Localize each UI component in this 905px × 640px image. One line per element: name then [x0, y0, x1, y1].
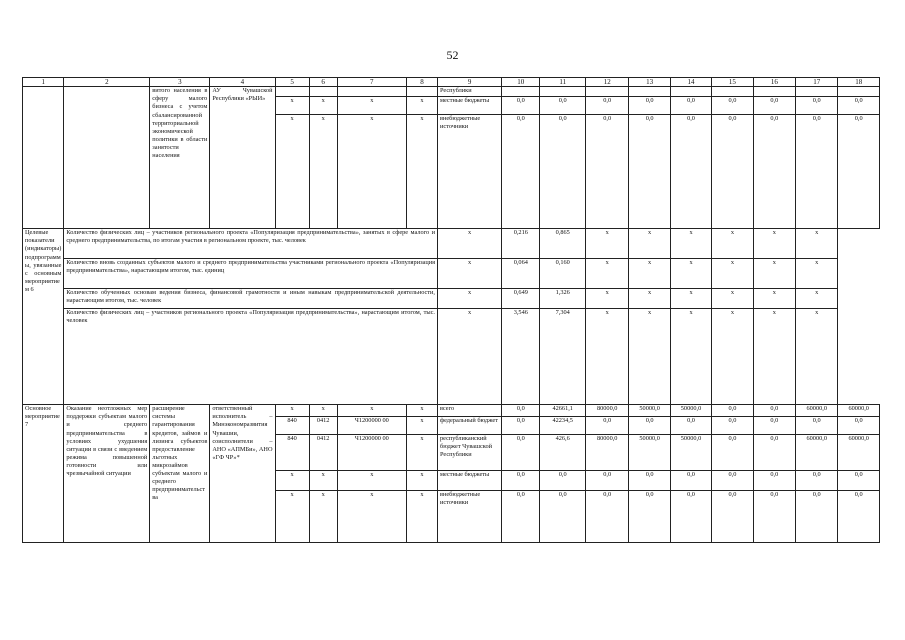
target-value: 0,160	[540, 259, 586, 289]
funding-value: 0,0	[712, 435, 753, 471]
budget-code: х	[406, 491, 437, 543]
target-value: х	[753, 259, 795, 289]
funding-source: внебюджетные источники	[438, 491, 502, 543]
cell-code: х	[309, 115, 337, 229]
column-number: 10	[502, 78, 540, 87]
funding-value: 0,0	[670, 471, 711, 491]
funding-value: 426,6	[540, 435, 586, 471]
target-indicator-text: Количество физических лиц – участников регионального проекта «Популяризация предпринимательства», занятых в сфере малого и среднего предпринимательства, по итогам участия в региональном проекте, тыс. человек	[64, 229, 438, 259]
cell-value: 0,0	[629, 97, 670, 115]
budget-code: х	[337, 471, 406, 491]
funding-value: 0,0	[753, 417, 795, 435]
funding-value: 60000,0	[838, 435, 880, 471]
funding-value: 0,0	[629, 471, 670, 491]
cell-value: 0,0	[753, 115, 795, 229]
cell-value: 0,0	[712, 97, 753, 115]
cell-value: 0,0	[585, 97, 628, 115]
cell-value: 0,0	[502, 97, 540, 115]
funding-value: 0,0	[540, 471, 586, 491]
cell-value: 0,0	[670, 115, 711, 229]
budget-code: х	[406, 405, 437, 417]
target-value: х	[796, 289, 838, 309]
cell-value: 0,0	[585, 115, 628, 229]
budget-code: х	[406, 435, 437, 471]
funding-value: 0,0	[753, 491, 795, 543]
table-row	[23, 309, 880, 405]
cell-value: 0,0	[753, 97, 795, 115]
cell-code: х	[337, 115, 406, 229]
funding-value: 0,0	[502, 405, 540, 417]
target-value: х	[753, 229, 795, 259]
funding-source: федеральный бюджет	[438, 417, 502, 435]
main-activity-result: расширение системы гарантирования кредитов, займов и лизинга субъектов предоставление льготных микрозаймов субъектам малого и среднего предпринимательства	[150, 405, 210, 543]
column-number: 12	[585, 78, 628, 87]
funding-value: 60000,0	[796, 435, 838, 471]
target-value: х	[585, 289, 628, 309]
target-value: х	[438, 309, 502, 405]
funding-value: 60000,0	[796, 405, 838, 417]
funding-source: внебюджетные источники	[438, 115, 502, 229]
funding-value: 80000,0	[585, 405, 628, 417]
cell-value: 0,0	[540, 115, 586, 229]
funding-value: 80000,0	[585, 435, 628, 471]
budget-code: 840	[275, 435, 309, 471]
cell-value: 0,0	[712, 115, 753, 229]
cell-code: х	[406, 115, 437, 229]
funding-value: 0,0	[670, 417, 711, 435]
responsible-executor: АУ Чувашской Республики «РЫИ»	[210, 87, 275, 229]
page-number: 52	[446, 48, 459, 62]
targets-label: Целевые показатели (индикаторы) подпрограммы, увязанные с основным мероприятием 6	[23, 229, 64, 405]
target-value: х	[438, 289, 502, 309]
target-value: х	[670, 289, 711, 309]
funding-value: 0,0	[502, 435, 540, 471]
funding-value: 0,0	[502, 491, 540, 543]
target-indicator-text: Количество физических лиц – участников регионального проекта «Популяризация предпринимательства», нарастающим итогом, тыс. человек	[64, 309, 438, 405]
funding-value: 60000,0	[838, 405, 880, 417]
target-value: х	[712, 259, 753, 289]
target-value: х	[438, 229, 502, 259]
table-row	[23, 289, 880, 309]
budget-code: х	[309, 471, 337, 491]
funding-value: 0,0	[796, 491, 838, 543]
target-indicator-text: Количество обученных основам ведения бизнеса, финансовой грамотности и иным навыкам предпринимательской деятельности, нарастающим итогом, тыс. человек	[64, 289, 438, 309]
budget-code: Ч1200000 00	[337, 417, 406, 435]
column-number: 6	[309, 78, 337, 87]
target-value: х	[585, 309, 628, 405]
funding-value: 50000,0	[629, 405, 670, 417]
budget-code: 840	[275, 417, 309, 435]
table-row	[23, 229, 880, 259]
target-value: х	[629, 309, 670, 405]
cell-value: 0,0	[502, 115, 540, 229]
cell-value: 0,0	[796, 115, 838, 229]
budget-code: х	[275, 471, 309, 491]
target-value: х	[585, 229, 628, 259]
funding-value: 0,0	[585, 491, 628, 543]
budget-code: Ч1200000 00	[337, 435, 406, 471]
column-number: 9	[438, 78, 502, 87]
funding-value: 0,0	[712, 491, 753, 543]
target-value: х	[712, 289, 753, 309]
cell-code: х	[406, 97, 437, 115]
main-activity-label: Основное мероприятие 7	[23, 405, 64, 543]
funding-value: 42234,5	[540, 417, 586, 435]
target-value: 1,326	[540, 289, 586, 309]
column-number: 3	[150, 78, 210, 87]
target-value: 7,304	[540, 309, 586, 405]
funding-value: 0,0	[753, 471, 795, 491]
funding-value: 0,0	[502, 471, 540, 491]
main-activity-description: Оказание неотложных мер поддержки субъектам малого и среднего предпринимательства в условиях ухудшения ситуации в связи с введением режима повышенной готовности или чрезвычайной ситуации	[64, 405, 150, 543]
target-value: 0,216	[502, 229, 540, 259]
budget-code: х	[275, 491, 309, 543]
target-value: х	[670, 259, 711, 289]
funding-value: 42661,1	[540, 405, 586, 417]
target-value: х	[796, 309, 838, 405]
target-value: х	[629, 289, 670, 309]
target-value: 0,649	[502, 289, 540, 309]
funding-value: 0,0	[540, 491, 586, 543]
cell-value: 0,0	[629, 115, 670, 229]
column-number: 16	[753, 78, 795, 87]
budget-code: х	[406, 471, 437, 491]
funding-source: Республики	[438, 87, 502, 97]
funding-source: всего	[438, 405, 502, 417]
target-value: х	[796, 229, 838, 259]
column-number: 5	[275, 78, 309, 87]
funding-value: 0,0	[712, 417, 753, 435]
funding-value: 0,0	[753, 435, 795, 471]
budget-code: х	[337, 405, 406, 417]
target-value: х	[796, 259, 838, 289]
column-number: 7	[337, 78, 406, 87]
cell-empty	[64, 87, 150, 229]
target-value: х	[629, 229, 670, 259]
target-value: х	[629, 259, 670, 289]
cell-value: 0,0	[838, 97, 880, 115]
funding-source: местные бюджеты	[438, 97, 502, 115]
funding-value: 50000,0	[670, 405, 711, 417]
main-activity-executor: ответственный исполнитель – Минэкономразвития Чувашии, соисполнители – АНО «АПМБи», АНО «ГФ ЧР»*	[210, 405, 275, 543]
column-number: 15	[712, 78, 753, 87]
target-value: х	[670, 309, 711, 405]
funding-value: 0,0	[712, 471, 753, 491]
column-number: 11	[540, 78, 586, 87]
target-value: х	[438, 259, 502, 289]
funding-value: 0,0	[629, 491, 670, 543]
column-number-row	[23, 78, 880, 87]
target-value: х	[753, 289, 795, 309]
cell-value: 0,0	[838, 115, 880, 229]
funding-value: 0,0	[796, 417, 838, 435]
target-value: 0,865	[540, 229, 586, 259]
cell-code: х	[275, 115, 309, 229]
cell-code: х	[309, 97, 337, 115]
budget-code: 0412	[309, 417, 337, 435]
column-number: 1	[23, 78, 64, 87]
funding-value: 0,0	[796, 471, 838, 491]
cell-code: х	[337, 97, 406, 115]
budget-code: х	[406, 417, 437, 435]
budget-code: х	[275, 405, 309, 417]
funding-value: 50000,0	[670, 435, 711, 471]
funding-value: 0,0	[838, 491, 880, 543]
funding-value: 50000,0	[629, 435, 670, 471]
table-row	[23, 405, 880, 417]
column-number: 13	[629, 78, 670, 87]
cell-value: 0,0	[670, 97, 711, 115]
column-number: 17	[796, 78, 838, 87]
funding-value: 0,0	[629, 417, 670, 435]
cell-value: 0,0	[796, 97, 838, 115]
funding-value: 0,0	[838, 417, 880, 435]
column-number: 2	[64, 78, 150, 87]
target-value: х	[712, 229, 753, 259]
cell-code: х	[275, 97, 309, 115]
target-value: х	[670, 229, 711, 259]
column-number: 14	[670, 78, 711, 87]
column-number: 8	[406, 78, 437, 87]
target-value: х	[712, 309, 753, 405]
funding-value: 0,0	[670, 491, 711, 543]
target-value: х	[585, 259, 628, 289]
funding-value: 0,0	[585, 417, 628, 435]
target-value: х	[753, 309, 795, 405]
budget-table	[22, 77, 880, 543]
result-description: витого населения в сферу малого бизнеса с учетом сбалансированной территориальной экономической политики в области занятости населения	[150, 87, 210, 229]
funding-value: 0,0	[502, 417, 540, 435]
column-number: 4	[210, 78, 275, 87]
target-indicator-text: Количество вновь созданных субъектов малого и среднего предпринимательства участниками регионального проекта «Популяризация предпринимательства», нарастающим итогом, тыс. единиц	[64, 259, 438, 289]
funding-value: 0,0	[838, 471, 880, 491]
column-number: 18	[838, 78, 880, 87]
funding-source: местные бюджеты	[438, 471, 502, 491]
table-row	[23, 259, 880, 289]
funding-source: республиканский бюджет Чувашской Республики	[438, 435, 502, 471]
budget-code: 0412	[309, 435, 337, 471]
funding-value: 0,0	[585, 471, 628, 491]
table-row	[23, 87, 880, 97]
budget-code: х	[309, 491, 337, 543]
budget-code: х	[309, 405, 337, 417]
target-value: 0,064	[502, 259, 540, 289]
target-value: 3,546	[502, 309, 540, 405]
funding-value: 0,0	[712, 405, 753, 417]
budget-code: х	[337, 491, 406, 543]
cell-empty	[23, 87, 64, 229]
cell-value: 0,0	[540, 97, 586, 115]
funding-value: 0,0	[753, 405, 795, 417]
